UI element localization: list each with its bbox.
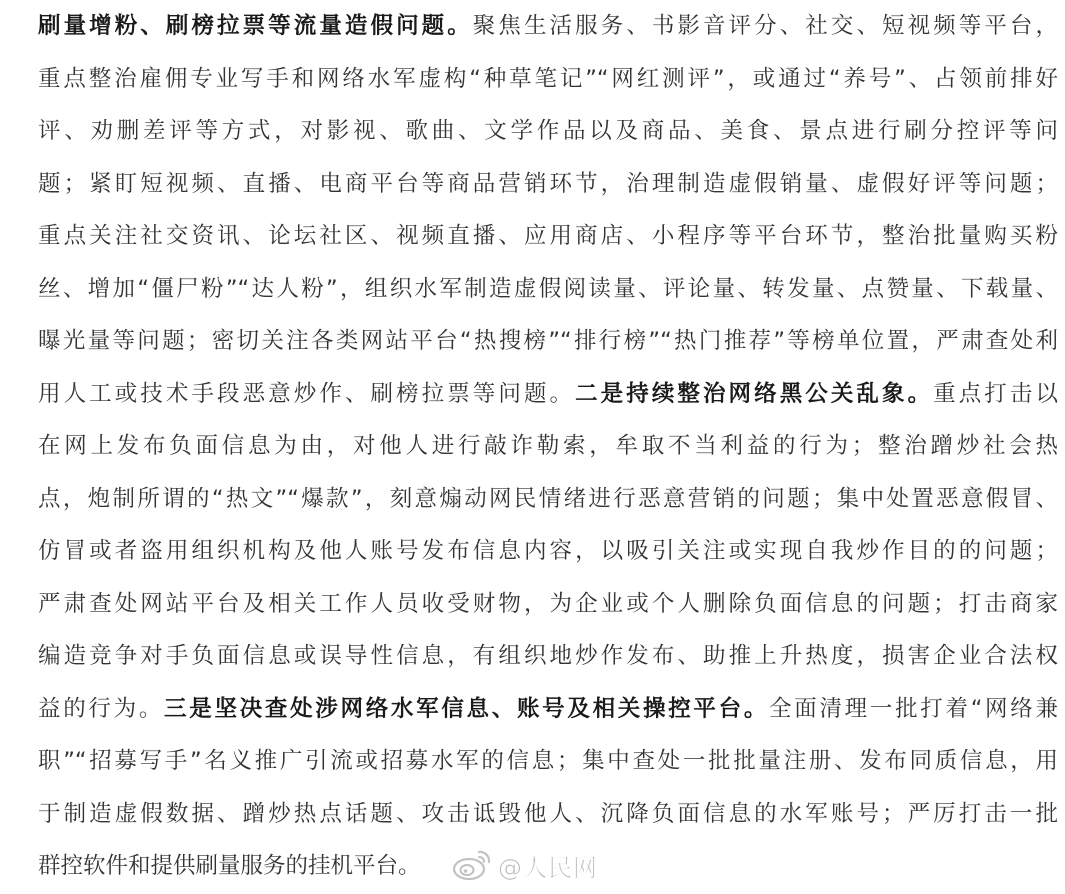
article-body <box>38 0 1058 893</box>
text-line <box>38 788 1058 841</box>
text-segment: 用人工或技术手段恶意炒作、刷榜拉票等问题。 <box>38 380 576 407</box>
bold-heading-segment: 刷量增粉、刷榜拉票等流量造假问题。 <box>38 13 473 39</box>
text-line <box>38 735 1058 788</box>
text-line <box>38 158 1058 211</box>
text-segment: 于制造虚假数据、蹭炒热点话题、攻击诋毁他人、沉降负面信息的水军账号；严厉打击一批 <box>38 800 1058 827</box>
text-segment: 严肃查处网站平台及相关工作人员收受财物，为企业或个人删除负面信息的问题；打击商家 <box>38 590 1058 617</box>
text-line <box>38 473 1058 526</box>
text-line <box>38 315 1058 368</box>
text-line <box>38 683 1058 736</box>
text-line <box>38 630 1058 683</box>
watermark-text: @人民网 <box>498 853 598 882</box>
text-line <box>38 105 1058 158</box>
weibo-logo-icon <box>452 848 492 882</box>
text-segment: 重点关注社交资讯、论坛社区、视频直播、应用商店、小程序等平台环节，整治批量购买粉 <box>38 223 1058 249</box>
text-segment: 职”“招募写手”名义推广引流或招募水军的信息；集中查处一批批量注册、发布同质信息，用 <box>38 748 1058 774</box>
watermark <box>452 840 598 890</box>
text-segment: 群控软件和提供刷量服务的挂机平台。 <box>38 853 421 879</box>
text-segment: 点，炮制所谓的“热文”“爆款”，刻意煽动网民情绪进行恶意营销的问题；集中处置恶意假冒、 <box>38 485 1058 512</box>
text-segment: 重点打击以 <box>933 380 1058 407</box>
text-segment: 曝光量等问题；密切关注各类网站平台“热搜榜”“排行榜”“热门推荐”等榜单位置，严肃查处利 <box>38 328 1058 354</box>
text-line <box>38 263 1058 316</box>
text-segment: 题；紧盯短视频、直播、电商平台等商品营销环节，治理制造虚假销量、虚假好评等问题； <box>38 170 1058 197</box>
text-line <box>38 420 1058 473</box>
text-line <box>38 0 1058 53</box>
text-segment: 全面清理一批打着“网络兼 <box>769 695 1058 722</box>
text-segment: 评、劝删差评等方式，对影视、歌曲、文学作品以及商品、美食、景点进行刷分控评等问 <box>38 118 1058 144</box>
bold-heading-segment: 三是坚决查处涉网络水军信息、账号及相关操控平台。 <box>164 695 770 722</box>
text-segment: 益的行为。 <box>38 695 165 722</box>
text-line <box>38 525 1058 578</box>
text-segment: 编造竞争对手负面信息或误导性信息，有组织地炒作发布、助推上升热度，损害企业合法权 <box>38 643 1058 669</box>
text-line <box>38 53 1058 106</box>
text-segment: 仿冒或者盗用组织机构及他人账号发布信息内容，以吸引关注或实现自我炒作目的的问题； <box>38 538 1058 564</box>
text-segment: 在网上发布负面信息为由，对他人进行敲诈勒索，牟取不当利益的行为；整治蹭炒社会热 <box>38 433 1058 459</box>
text-line <box>38 578 1058 631</box>
text-segment: 重点整治雇佣专业写手和网络水军虚构“种草笔记”“网红测评”，或通过“养号”、占领前排好 <box>38 65 1058 92</box>
bold-heading-segment: 二是持续整治网络黑公关乱象。 <box>575 380 934 407</box>
text-line <box>38 368 1058 421</box>
text-segment: 丝、增加“僵尸粉”“达人粉”，组织水军制造虚假阅读量、评论量、转发量、点赞量、下载量、 <box>38 275 1058 302</box>
text-line <box>38 210 1058 263</box>
text-segment: 聚焦生活服务、书影音评分、社交、短视频等平台， <box>472 13 1058 39</box>
